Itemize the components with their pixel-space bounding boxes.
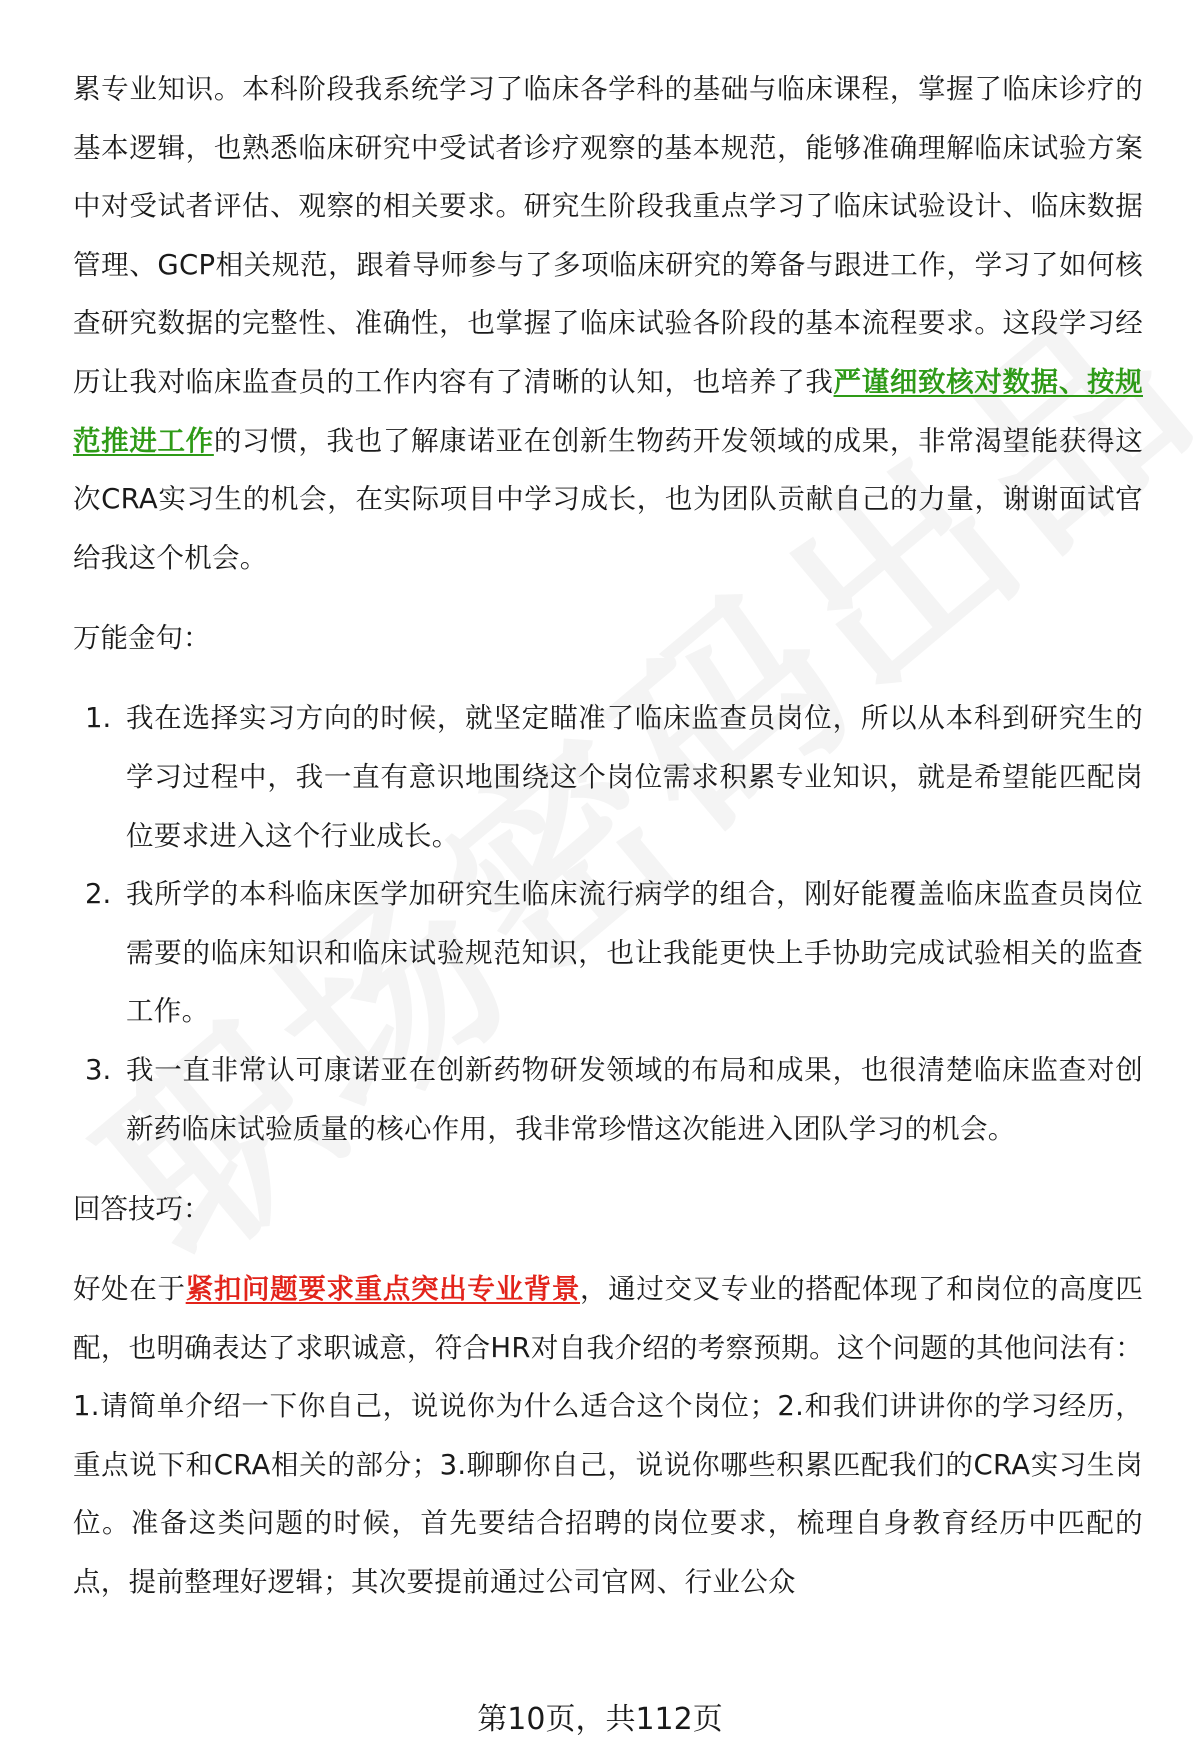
golden-sentences-label: 万能金句： xyxy=(73,622,211,655)
list-item-text: 我所学的本科临床医学加研究生临床流行病学的组合，刚好能覆盖临床监查员岗位需要的临床知识和临床试验规范知识，也让我能更快上手协助完成试验相关的监查工作。 xyxy=(126,878,1143,1028)
list-item-text: 我一直非常认可康诺亚在创新药物研发领域的布局和成果，也很清楚临床监查对创新药临床试验质量的核心作用，我非常珍惜这次能进入团队学习的机会。 xyxy=(126,1053,1143,1145)
answer-tips-label: 回答技巧： xyxy=(73,1193,211,1226)
tips-highlight: 紧扣问题要求重点突出专业背景 xyxy=(185,1273,581,1306)
list-item xyxy=(73,1041,1143,1158)
golden-sentences-list xyxy=(73,689,1143,1158)
intro-paragraph xyxy=(73,60,1143,587)
list-item-number: 2. xyxy=(85,878,112,911)
list-item xyxy=(73,689,1143,865)
intro-text-before: 累专业知识。本科阶段我系统学习了临床各学科的基础与临床课程，掌握了临床诊疗的基本逻辑，也熟悉临床研究中受试者诊疗观察的基本规范，能够准确理解临床试验方案中对受试者评估、观察的相关要求。研究生阶段我重点学习了临床试验设计、临床数据管理、GCP相关规范，跟着导师参与了多项临床研究的筹备与跟进工作，学习了如何核查研究数据的完整性、准确性，也掌握了临床试验各阶段的基本流程要求。这段学习经历让我对临床监查员的工作内容有了清晰的认知，也培养了我 xyxy=(73,73,1143,398)
list-item-text: 我在选择实习方向的时候，就坚定瞄准了临床监查员岗位，所以从本科到研究生的学习过程中，我一直有意识地围绕这个岗位需求积累专业知识，就是希望能匹配岗位要求进入这个行业成长。 xyxy=(126,702,1143,852)
page-number-footer: 第10页，共112页 xyxy=(477,1702,723,1737)
page-content xyxy=(73,60,1143,1612)
list-item xyxy=(73,865,1143,1041)
tips-text-after: ，通过交叉专业的搭配体现了和岗位的高度匹配，也明确表达了求职诚意，符合HR对自我介绍的考察预期。这个问题的其他问法有：1.请简单介绍一下你自己，说说你为什么适合这个岗位；2.和我们讲讲你的学习经历，重点说下和CRA相关的部分；3.聊聊你自己，说说你哪些积累匹配我们的CRA实习生岗位。准备这类问题的时候，首先要结合招聘的岗位要求，梳理自身教育经历中匹配的点，提前整理好逻辑；其次要提前通过公司官网、行业公众 xyxy=(73,1273,1143,1599)
intro-highlight: 严谨细致核对数据、按规范推进工作 xyxy=(73,365,1143,457)
tips-text-before: 好处在于 xyxy=(73,1273,186,1306)
list-item-number: 3. xyxy=(85,1053,112,1086)
list-item-number: 1. xyxy=(85,702,112,735)
answer-tips-paragraph xyxy=(73,1260,1143,1612)
intro-text-after: 的习惯，我也了解康诺亚在创新生物药开发领域的成果，非常渴望能获得这次CRA实习生的机会，在实际项目中学习成长，也为团队贡献自己的力量，谢谢面试官给我这个机会。 xyxy=(73,424,1143,574)
